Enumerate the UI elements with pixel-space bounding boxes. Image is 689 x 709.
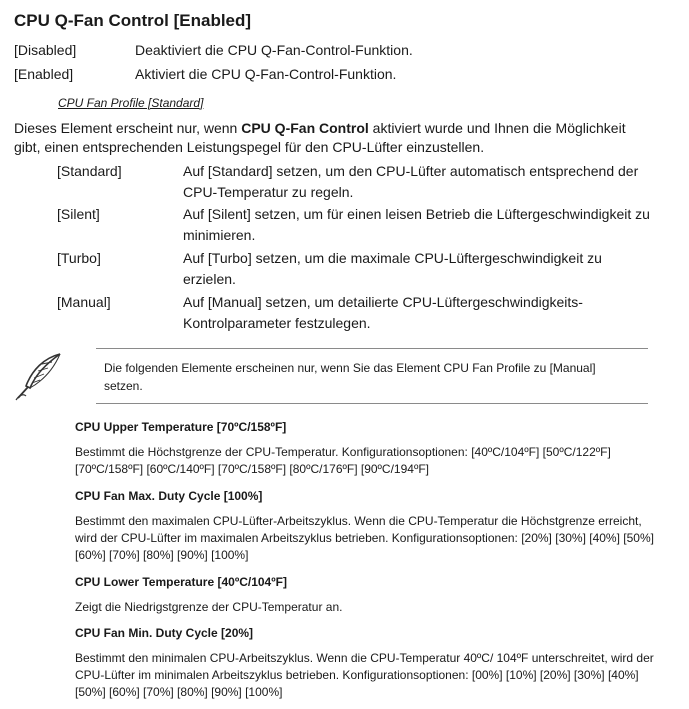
intro-paragraph: Dieses Element erscheint nur, wenn CPU Q-Fan Control aktiviert wurde und Ihnen die Möglichkeit gibt, einen entsprechenden Leistungspegel für den CPU-Lüfter einzustellen.	[14, 120, 626, 155]
profile-desc: Auf [Manual] setzen, um detailierte CPU-Lüftergeschwindigkeits-Kontrolparameter festzulegen.	[183, 294, 583, 331]
item-heading-min-duty: CPU Fan Min. Duty Cycle [20%]	[75, 626, 254, 640]
item-desc-min-duty: Bestimmt den minimalen CPU-Arbeitszyklus. Wenn die CPU-Temperatur 40ºC/ 104ºF unterschreitet, wird der CPU-Lüfter im minimalen Arbeitszyklus betrieben. Konfigurationsoptionen: [00%] [10%] [20%] [30%] [40%] [50%] [60%] [70%] [80%] [90%] [100%]	[75, 651, 654, 699]
item-desc-max-duty: Bestimmt den maximalen CPU-Lüfter-Arbeitszyklus. Wenn die CPU-Temperatur die Höchstgrenze erreicht, wird der CPU-Lüfter im maximalen Arbeitszyklus betrieben. Konfigurationsoptionen: [20%] [30%] [40%] [50%] [60%] [70%] [80%] [90%] [100%]	[75, 514, 654, 562]
profile-desc: Auf [Turbo] setzen, um die maximale CPU-Lüftergeschwindigkeit zu erzielen.	[183, 250, 602, 287]
option-key: [Enabled]	[14, 66, 74, 82]
option-desc: Deaktiviert die CPU Q-Fan-Control-Funktion.	[135, 42, 413, 58]
profile-desc: Auf [Standard] setzen, um den CPU-Lüfter automatisch entsprechend der CPU-Temperatur zu regeln.	[183, 163, 639, 200]
note-divider-top	[96, 348, 648, 349]
profile-row-standard	[57, 161, 653, 203]
item-desc-lower-temp: Zeigt die Niedrigstgrenze der CPU-Temperatur an.	[75, 600, 343, 614]
option-key: [Disabled]	[14, 42, 77, 58]
feather-quill-icon	[14, 350, 66, 402]
subheading: CPU Fan Profile [Standard]	[58, 96, 204, 110]
profile-row-silent	[57, 204, 653, 246]
profile-key: [Standard]	[57, 163, 122, 179]
note-text: Die folgenden Elemente erscheinen nur, wenn Sie das Element CPU Fan Profile zu [Manual] setzen.	[104, 361, 596, 393]
note-divider-bottom	[96, 403, 648, 404]
item-heading-max-duty: CPU Fan Max. Duty Cycle [100%]	[75, 489, 263, 503]
profile-key: [Manual]	[57, 294, 111, 310]
section-title: CPU Q-Fan Control [Enabled]	[14, 11, 252, 30]
profile-key: [Silent]	[57, 206, 100, 222]
profile-desc: Auf [Silent] setzen, um für einen leisen Betrieb die Lüftergeschwindigkeit zu minimieren.	[183, 206, 650, 243]
profile-row-manual	[57, 292, 653, 334]
option-row-disabled	[14, 42, 413, 58]
item-heading-lower-temp: CPU Lower Temperature [40ºC/104ºF]	[75, 575, 287, 589]
item-heading-upper-temp: CPU Upper Temperature [70ºC/158ºF]	[75, 420, 287, 434]
profile-key: [Turbo]	[57, 250, 101, 266]
option-desc: Aktiviert die CPU Q-Fan-Control-Funktion.	[135, 66, 397, 82]
item-desc-upper-temp: Bestimmt die Höchstgrenze der CPU-Temperatur. Konfigurationsoptionen: [40ºC/104ºF] [50ºC/122ºF] [70ºC/158ºF] [60ºC/140ºF] [70ºC/158ºF] [80ºC/176ºF] [90ºC/194ºF]	[75, 445, 611, 476]
profile-row-turbo	[57, 248, 653, 290]
option-row-enabled	[14, 66, 396, 82]
